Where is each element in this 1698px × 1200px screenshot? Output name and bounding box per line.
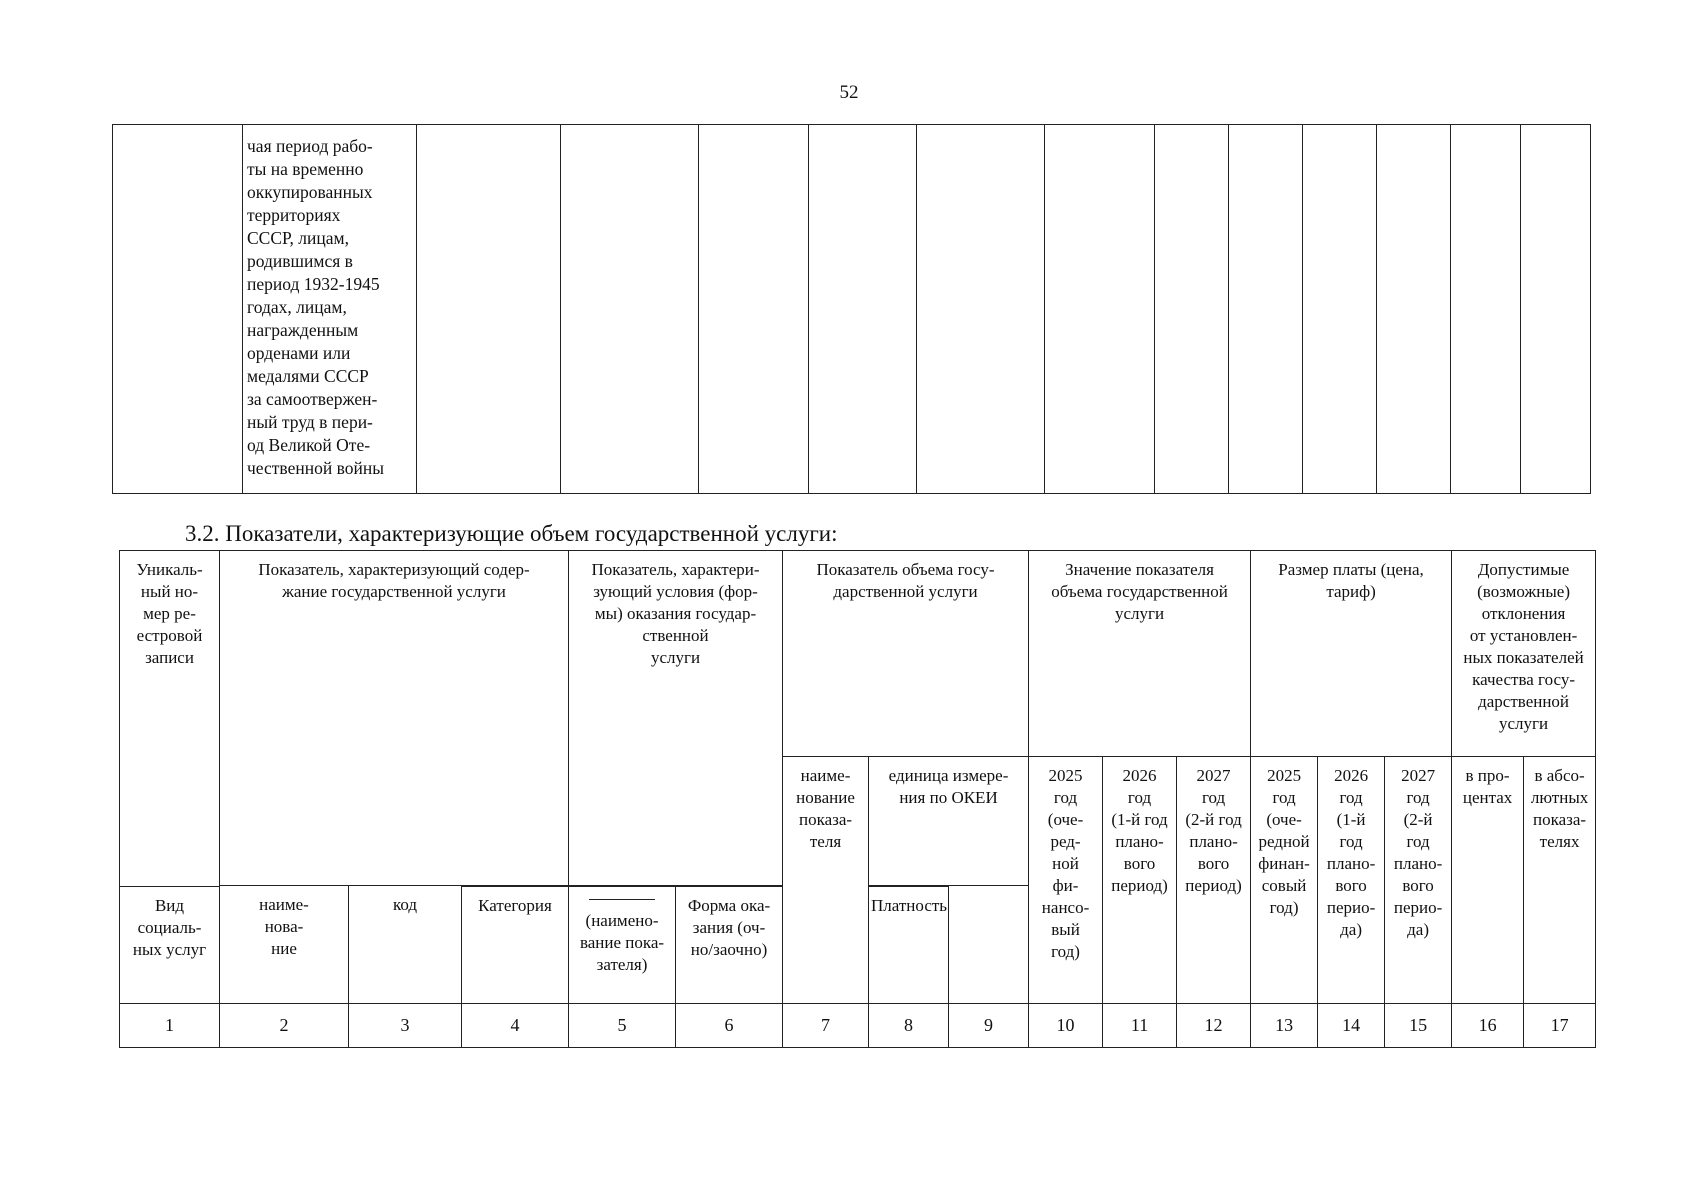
header-payment: Платность [869,886,949,1003]
page-number: 52 [839,82,859,103]
blank-underline [589,899,654,910]
continuation-cell-13 [1451,125,1521,494]
continuation-cell-12 [1377,125,1451,494]
continuation-cell-1 [113,125,243,494]
header-fee-2025: 2025 год (оче- редной финан- совый год) [1251,757,1318,1003]
header-value-2025: 2025 год (оче- ред- ной фи- нансо- вый год) [1029,757,1103,1003]
column-number: 12 [1177,1003,1251,1047]
header-fee: Размер платы (цена, тариф) [1251,551,1452,757]
header-conditions-indicator: Показатель, характери- зующий условия (фор- мы) оказания государ- ственной услуги [569,551,783,886]
column-number: 1 [120,1003,220,1047]
header-deviation-absolute: в абсо- лютных показа- телях [1524,757,1596,1003]
continuation-cell-10 [1229,125,1303,494]
header-social-services-type: Вид социаль- ных услуг [120,886,220,1003]
header-indicator-name-blank [569,886,676,1003]
column-number: 9 [949,1003,1029,1047]
continuation-cell-5 [699,125,809,494]
continuation-table [112,124,1591,494]
header-volume-indicator: Показатель объема госу- дарственной услуги [783,551,1029,757]
continuation-cell-7 [917,125,1045,494]
continuation-cell-8 [1045,125,1155,494]
header-value-2027: 2027 год (2-й год плано- вого период) [1177,757,1251,1003]
column-number: 8 [869,1003,949,1047]
section-heading: 3.2. Показатели, характеризующие объем государственной услуги: [185,521,838,546]
continuation-cell-3 [417,125,561,494]
header-fee-2026: 2026 год (1-й год плано- вого перио- да) [1318,757,1385,1003]
header-value-2026: 2026 год (1-й год плано- вого период) [1103,757,1177,1003]
continuation-cell-category [243,125,417,494]
continuation-cell-6 [809,125,917,494]
column-number: 2 [220,1003,349,1047]
continuation-cell-11 [1303,125,1377,494]
column-number: 11 [1103,1003,1177,1047]
continuation-text: чая период рабо- ты на временно оккупированных территориях СССР, лицам, родившимся в период 1932-1945 годах, лицам, награжденным орденами или медалями СССР за самоотвержен- ный труд в пери- од Великой Оте- чественной войны [247,136,384,478]
header-okei-code: код [349,885,462,1003]
column-number: 10 [1029,1003,1103,1047]
column-number: 14 [1318,1003,1385,1047]
column-number: 16 [1452,1003,1524,1047]
header-provision-form: Форма ока- зания (оч- но/заочно) [676,886,783,1003]
header-okei-name: наиме- нова- ние [220,885,349,1003]
header-content-indicator: Показатель, характеризующий содер- жание государственной услуги [220,551,569,886]
header-category: Категория [462,886,569,1003]
column-number: 7 [783,1003,869,1047]
continuation-cell-9 [1155,125,1229,494]
header-fee-2027: 2027 год (2-й год плано- вого перио- да) [1385,757,1452,1003]
column-number: 6 [676,1003,783,1047]
continuation-cell-4 [561,125,699,494]
header-volume-value: Значение показателя объема государственной услуги [1029,551,1251,757]
header-okei-unit: единица измере- ния по ОКЕИ [869,757,1029,885]
header-deviations: Допустимые (возможные) отклонения от установлен- ных показателей качества госу- дарственной услуги [1452,551,1596,757]
header-deviation-percent: в про- центах [1452,757,1524,1003]
header-indicator-name: наиме- нование показа- теля [783,757,869,1003]
header-unique-number: Уникаль- ный но- мер ре- естровой записи [120,551,220,887]
column-number: 13 [1251,1003,1318,1047]
column-number: 17 [1524,1003,1596,1047]
column-number: 5 [569,1003,676,1047]
column-number: 15 [1385,1003,1452,1047]
header-indicator-name-caption: (наимено- вание пока- зателя) [579,910,665,974]
continuation-cell-14 [1521,125,1591,494]
column-number: 3 [349,1003,462,1047]
column-number: 4 [462,1003,569,1047]
volume-indicators-table [119,550,1596,1048]
